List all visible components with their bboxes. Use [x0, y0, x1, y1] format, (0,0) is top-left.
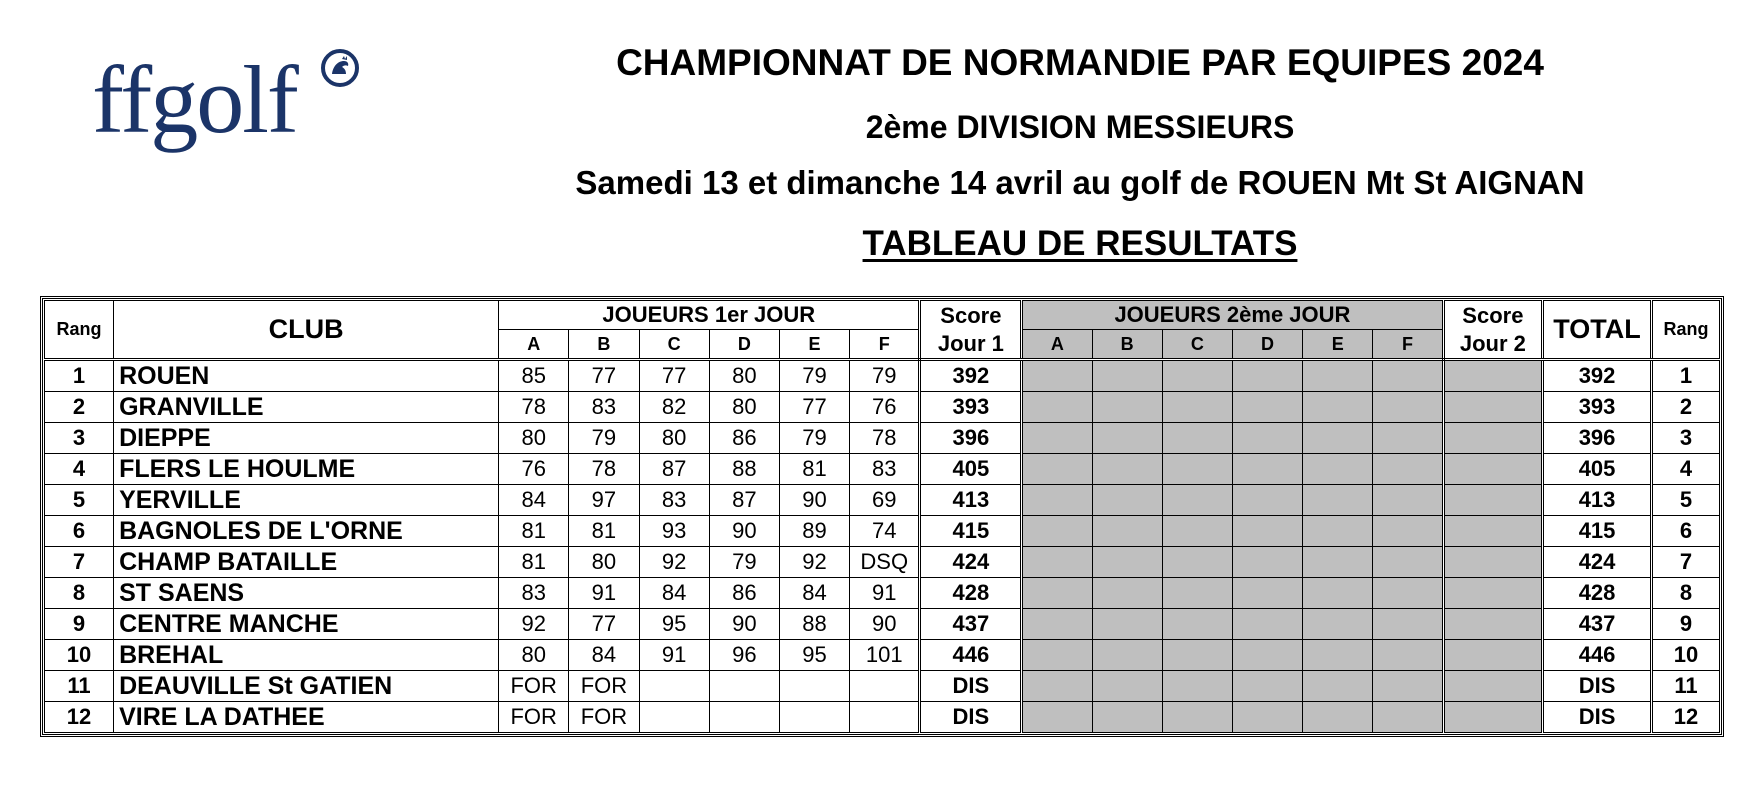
row-score-day1: 396: [920, 423, 1022, 454]
row-day2-score: [1022, 360, 1092, 392]
row-day2-score: [1232, 392, 1302, 423]
row-day1-score: 93: [639, 516, 709, 547]
row-day2-score: [1162, 547, 1232, 578]
header-d2-a: A: [1022, 330, 1092, 360]
row-day1-score: 89: [779, 516, 849, 547]
row-rang-final: 8: [1651, 578, 1719, 609]
row-score-day1: 446: [920, 640, 1022, 671]
row-day2-score: [1092, 702, 1162, 733]
row-total: 405: [1543, 454, 1652, 485]
row-day1-score: 84: [779, 578, 849, 609]
row-day1-score: 95: [639, 609, 709, 640]
row-day1-score: 79: [779, 360, 849, 392]
row-rang-final: 1: [1651, 360, 1719, 392]
row-day1-score: [709, 702, 779, 733]
row-rang-final: 5: [1651, 485, 1719, 516]
row-score-day2: [1443, 485, 1543, 516]
row-day2-score: [1092, 547, 1162, 578]
row-day1-score: 92: [639, 547, 709, 578]
table-row: [45, 640, 1720, 671]
row-day2-score: [1162, 454, 1232, 485]
row-club: ROUEN: [114, 360, 499, 392]
table-row: [45, 423, 1720, 454]
row-day2-score: [1092, 392, 1162, 423]
row-day1-score: 86: [709, 578, 779, 609]
row-score-day1: DIS: [920, 671, 1022, 702]
row-day2-score: [1303, 454, 1373, 485]
row-club: YERVILLE: [114, 485, 499, 516]
row-day1-score: 76: [850, 392, 920, 423]
row-day1-score: 91: [850, 578, 920, 609]
row-day2-score: [1373, 578, 1443, 609]
row-day2-score: [1022, 671, 1092, 702]
row-rang: 10: [45, 640, 114, 671]
row-day2-score: [1092, 671, 1162, 702]
header-d1-a: A: [499, 330, 569, 360]
row-day1-score: 86: [709, 423, 779, 454]
row-day1-score: 92: [779, 547, 849, 578]
row-score-day2: [1443, 423, 1543, 454]
header-d1-f: F: [850, 330, 920, 360]
row-day2-score: [1373, 360, 1443, 392]
row-total: 424: [1543, 547, 1652, 578]
table-row: [45, 485, 1720, 516]
row-day1-score: 91: [569, 578, 639, 609]
row-day2-score: [1022, 392, 1092, 423]
row-day2-score: [1232, 578, 1302, 609]
row-day2-score: [1162, 516, 1232, 547]
row-day2-score: [1092, 423, 1162, 454]
header-d2-c: C: [1162, 330, 1232, 360]
row-day1-score: 76: [499, 454, 569, 485]
row-day1-score: 78: [569, 454, 639, 485]
row-day1-score: 77: [779, 392, 849, 423]
row-day1-score: 90: [850, 609, 920, 640]
row-day1-score: FOR: [569, 702, 639, 733]
row-score-day2: [1443, 702, 1543, 733]
row-day2-score: [1232, 454, 1302, 485]
row-day2-score: [1022, 609, 1092, 640]
row-day1-score: 82: [639, 392, 709, 423]
table-row: [45, 547, 1720, 578]
row-day2-score: [1232, 547, 1302, 578]
row-day1-score: [779, 702, 849, 733]
row-day1-score: 87: [709, 485, 779, 516]
table-row: [45, 360, 1720, 392]
row-day1-score: 90: [709, 516, 779, 547]
page-title: CHAMPIONNAT DE NORMANDIE PAR EQUIPES 2024: [616, 42, 1544, 83]
row-day1-score: 90: [709, 609, 779, 640]
row-day1-score: 78: [499, 392, 569, 423]
row-club: DEAUVILLE St GATIEN: [114, 671, 499, 702]
row-rang: 5: [45, 485, 114, 516]
row-day2-score: [1373, 485, 1443, 516]
row-club: VIRE LA DATHEE: [114, 702, 499, 733]
row-day1-score: 101: [850, 640, 920, 671]
row-day1-score: DSQ: [850, 547, 920, 578]
row-day1-score: [850, 702, 920, 733]
row-club: FLERS LE HOULME: [114, 454, 499, 485]
row-day1-score: 80: [569, 547, 639, 578]
row-day1-score: 83: [499, 578, 569, 609]
row-day1-score: 77: [569, 360, 639, 392]
row-rang: 11: [45, 671, 114, 702]
row-day2-score: [1162, 485, 1232, 516]
row-club: CENTRE MANCHE: [114, 609, 499, 640]
row-day2-score: [1303, 423, 1373, 454]
row-day2-score: [1162, 360, 1232, 392]
logo-wordmark: ffgolf: [92, 46, 297, 153]
row-rang-final: 6: [1651, 516, 1719, 547]
row-day2-score: [1092, 640, 1162, 671]
table-row: [45, 671, 1720, 702]
row-day1-score: 97: [569, 485, 639, 516]
row-day1-score: 77: [639, 360, 709, 392]
row-day2-score: [1232, 609, 1302, 640]
row-score-day1: 393: [920, 392, 1022, 423]
row-day2-score: [1092, 609, 1162, 640]
ffgolf-logo: [92, 48, 360, 156]
row-day2-score: [1303, 578, 1373, 609]
header-d2-f: F: [1373, 330, 1443, 360]
row-total: 396: [1543, 423, 1652, 454]
row-day1-score: 92: [499, 609, 569, 640]
row-day1-score: 79: [709, 547, 779, 578]
row-day1-score: 81: [779, 454, 849, 485]
header-rang-final: Rang: [1651, 301, 1719, 360]
row-day2-score: [1022, 578, 1092, 609]
header-day2-players: JOUEURS 2ème JOUR: [1022, 301, 1443, 330]
header-d1-d: D: [709, 330, 779, 360]
row-day1-score: 85: [499, 360, 569, 392]
row-day2-score: [1373, 702, 1443, 733]
row-day2-score: [1092, 360, 1162, 392]
row-day1-score: 96: [709, 640, 779, 671]
row-total: 428: [1543, 578, 1652, 609]
row-day2-score: [1022, 547, 1092, 578]
row-day1-score: 84: [499, 485, 569, 516]
row-day1-score: 79: [779, 423, 849, 454]
row-day1-score: 80: [709, 392, 779, 423]
row-rang: 12: [45, 702, 114, 733]
row-club: ST SAENS: [114, 578, 499, 609]
row-rang-final: 11: [1651, 671, 1719, 702]
row-day1-score: 79: [569, 423, 639, 454]
header-total: TOTAL: [1543, 301, 1652, 360]
row-day2-score: [1373, 454, 1443, 485]
row-score-day1: 405: [920, 454, 1022, 485]
row-rang-final: 4: [1651, 454, 1719, 485]
row-day1-score: 79: [850, 360, 920, 392]
row-rang-final: 2: [1651, 392, 1719, 423]
row-day1-score: 80: [639, 423, 709, 454]
row-day2-score: [1373, 516, 1443, 547]
row-club: BAGNOLES DE L'ORNE: [114, 516, 499, 547]
row-score-day2: [1443, 671, 1543, 702]
row-rang: 8: [45, 578, 114, 609]
row-day2-score: [1092, 485, 1162, 516]
row-day2-score: [1303, 640, 1373, 671]
section-heading: TABLEAU DE RESULTATS: [862, 224, 1298, 263]
table-row: [45, 516, 1720, 547]
row-day1-score: 87: [639, 454, 709, 485]
row-day1-score: 83: [639, 485, 709, 516]
row-day1-score: 83: [850, 454, 920, 485]
row-day1-score: [639, 671, 709, 702]
division-subtitle: 2ème DIVISION MESSIEURS: [865, 109, 1295, 145]
row-rang-final: 7: [1651, 547, 1719, 578]
row-day2-score: [1162, 609, 1232, 640]
row-day2-score: [1232, 516, 1302, 547]
row-day1-score: 81: [569, 516, 639, 547]
table-row: [45, 702, 1720, 733]
row-day1-score: FOR: [499, 671, 569, 702]
row-score-day1: 392: [920, 360, 1022, 392]
row-day1-score: [709, 671, 779, 702]
header-d1-e: E: [779, 330, 849, 360]
row-day2-score: [1303, 516, 1373, 547]
row-rang: 4: [45, 454, 114, 485]
row-club: GRANVILLE: [114, 392, 499, 423]
header-d2-b: B: [1092, 330, 1162, 360]
header-d1-c: C: [639, 330, 709, 360]
row-day2-score: [1162, 702, 1232, 733]
table-row: [45, 454, 1720, 485]
row-score-day1: 428: [920, 578, 1022, 609]
row-day1-score: 80: [499, 640, 569, 671]
row-day1-score: 84: [569, 640, 639, 671]
row-rang: 6: [45, 516, 114, 547]
row-day2-score: [1232, 423, 1302, 454]
row-day1-score: 74: [850, 516, 920, 547]
row-day1-score: FOR: [499, 702, 569, 733]
row-day2-score: [1022, 640, 1092, 671]
row-day2-score: [1162, 671, 1232, 702]
row-day1-score: 80: [499, 423, 569, 454]
row-day1-score: 90: [779, 485, 849, 516]
row-rang-final: 10: [1651, 640, 1719, 671]
row-day2-score: [1232, 702, 1302, 733]
row-day2-score: [1162, 578, 1232, 609]
header-day1-players: JOUEURS 1er JOUR: [499, 301, 920, 330]
row-day1-score: 81: [499, 516, 569, 547]
row-score-day2: [1443, 609, 1543, 640]
row-score-day1: 437: [920, 609, 1022, 640]
row-day1-score: 77: [569, 609, 639, 640]
row-club: DIEPPE: [114, 423, 499, 454]
row-club: CHAMP BATAILLE: [114, 547, 499, 578]
event-dates: Samedi 13 et dimanche 14 avril au golf de ROUEN Mt St AIGNAN: [575, 164, 1585, 201]
row-score-day1: 424: [920, 547, 1022, 578]
row-rang: 1: [45, 360, 114, 392]
row-score-day2: [1443, 640, 1543, 671]
row-rang-final: 9: [1651, 609, 1719, 640]
row-score-day1: 415: [920, 516, 1022, 547]
row-day2-score: [1303, 547, 1373, 578]
row-total: 437: [1543, 609, 1652, 640]
row-day2-score: [1092, 516, 1162, 547]
row-day2-score: [1303, 609, 1373, 640]
row-day2-score: [1303, 392, 1373, 423]
row-day2-score: [1022, 702, 1092, 733]
row-day1-score: [639, 702, 709, 733]
row-score-day1: 413: [920, 485, 1022, 516]
row-day2-score: [1162, 392, 1232, 423]
row-day1-score: 69: [850, 485, 920, 516]
row-total: 393: [1543, 392, 1652, 423]
row-day2-score: [1303, 485, 1373, 516]
row-day2-score: [1373, 609, 1443, 640]
row-day1-score: FOR: [569, 671, 639, 702]
row-day2-score: [1022, 423, 1092, 454]
row-day2-score: [1092, 454, 1162, 485]
row-day1-score: 78: [850, 423, 920, 454]
header-d2-e: E: [1303, 330, 1373, 360]
row-day1-score: 80: [709, 360, 779, 392]
row-day1-score: 91: [639, 640, 709, 671]
row-rang: 9: [45, 609, 114, 640]
header-club: CLUB: [114, 301, 499, 360]
row-day2-score: [1022, 516, 1092, 547]
row-day1-score: [850, 671, 920, 702]
results-body: [45, 360, 1720, 733]
row-day2-score: [1303, 671, 1373, 702]
header-d1-b: B: [569, 330, 639, 360]
row-day2-score: [1162, 423, 1232, 454]
row-club: BREHAL: [114, 640, 499, 671]
row-day2-score: [1162, 640, 1232, 671]
row-day2-score: [1232, 640, 1302, 671]
row-day2-score: [1303, 360, 1373, 392]
row-day1-score: 83: [569, 392, 639, 423]
row-total: DIS: [1543, 671, 1652, 702]
row-day1-score: 88: [709, 454, 779, 485]
header-score-day1: Score Jour 1: [920, 301, 1022, 360]
row-day1-score: 84: [639, 578, 709, 609]
row-day1-score: 81: [499, 547, 569, 578]
rooster-emblem-icon: [320, 48, 360, 88]
row-day1-score: 95: [779, 640, 849, 671]
row-day2-score: [1373, 640, 1443, 671]
row-score-day2: [1443, 578, 1543, 609]
row-total: 413: [1543, 485, 1652, 516]
row-day2-score: [1373, 547, 1443, 578]
row-day2-score: [1092, 578, 1162, 609]
header-score-day2: Score Jour 2: [1443, 301, 1543, 360]
row-day2-score: [1232, 485, 1302, 516]
row-total: 446: [1543, 640, 1652, 671]
results-table: [40, 296, 1724, 737]
row-score-day2: [1443, 516, 1543, 547]
row-rang: 2: [45, 392, 114, 423]
row-rang: 3: [45, 423, 114, 454]
row-total: 392: [1543, 360, 1652, 392]
row-score-day1: DIS: [920, 702, 1022, 733]
row-day2-score: [1303, 702, 1373, 733]
row-day2-score: [1373, 392, 1443, 423]
row-day1-score: [779, 671, 849, 702]
table-row: [45, 578, 1720, 609]
row-day1-score: 88: [779, 609, 849, 640]
row-day2-score: [1022, 485, 1092, 516]
row-rang-final: 3: [1651, 423, 1719, 454]
row-rang-final: 12: [1651, 702, 1719, 733]
header-d2-d: D: [1232, 330, 1302, 360]
row-score-day2: [1443, 547, 1543, 578]
row-day2-score: [1232, 360, 1302, 392]
row-score-day2: [1443, 454, 1543, 485]
table-row: [45, 392, 1720, 423]
row-day2-score: [1373, 423, 1443, 454]
row-score-day2: [1443, 360, 1543, 392]
row-day2-score: [1373, 671, 1443, 702]
row-total: 415: [1543, 516, 1652, 547]
row-total: DIS: [1543, 702, 1652, 733]
header-rang: Rang: [45, 301, 114, 360]
row-score-day2: [1443, 392, 1543, 423]
table-row: [45, 609, 1720, 640]
row-rang: 7: [45, 547, 114, 578]
row-day2-score: [1232, 671, 1302, 702]
row-day2-score: [1022, 454, 1092, 485]
